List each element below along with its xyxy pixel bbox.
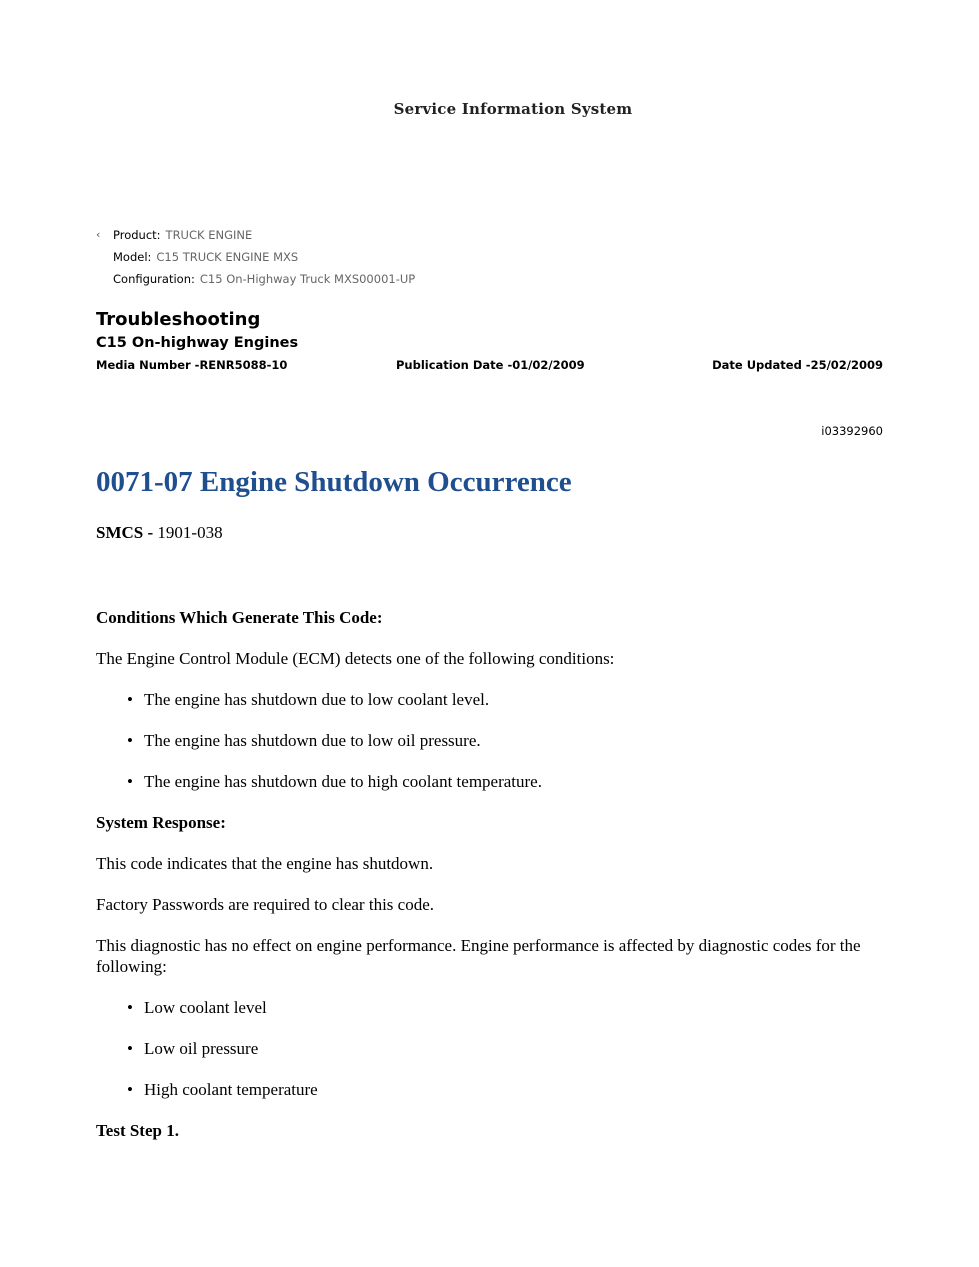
chevron-left-icon[interactable]: ‹ bbox=[96, 228, 101, 241]
document-header bbox=[96, 308, 883, 376]
bullet-icon: • bbox=[127, 1080, 133, 1099]
configuration-value: C15 On-Highway Truck MXS00001-UP bbox=[199, 272, 416, 286]
publication-date: Publication Date -01/02/2009 bbox=[396, 358, 585, 372]
document-category: Troubleshooting bbox=[96, 309, 261, 330]
breadcrumb-model bbox=[96, 246, 415, 268]
conditions-heading: Conditions Which Generate This Code: bbox=[96, 608, 383, 627]
conditions-list bbox=[96, 689, 883, 792]
smcs-value: 1901-038 bbox=[157, 523, 223, 542]
affected-codes-list bbox=[96, 997, 883, 1100]
list-item bbox=[96, 1079, 883, 1100]
document-id: i03392960 bbox=[821, 424, 883, 438]
response-paragraph-1: This code indicates that the engine has shutdown. bbox=[96, 854, 434, 873]
breadcrumb-configuration bbox=[96, 268, 415, 290]
list-item bbox=[96, 689, 883, 710]
list-item-text: The engine has shutdown due to high coolant temperature. bbox=[144, 772, 542, 791]
list-item-text: The engine has shutdown due to low oil pressure. bbox=[144, 731, 481, 750]
product-value: TRUCK ENGINE bbox=[165, 228, 253, 242]
smcs-line bbox=[96, 522, 883, 543]
response-paragraph-2: Factory Passwords are required to clear this code. bbox=[96, 895, 434, 914]
date-updated: Date Updated -25/02/2009 bbox=[712, 358, 883, 372]
conditions-intro: The Engine Control Module (ECM) detects one of the following conditions: bbox=[96, 649, 615, 668]
list-item bbox=[96, 730, 883, 751]
list-item-text: The engine has shutdown due to low coolant level. bbox=[144, 690, 490, 709]
bullet-icon: • bbox=[127, 690, 133, 709]
product-label: Product: bbox=[113, 228, 161, 242]
list-item-text: Low coolant level bbox=[144, 998, 267, 1017]
document-meta bbox=[96, 358, 883, 376]
list-item bbox=[96, 771, 883, 792]
bullet-icon: • bbox=[127, 1039, 133, 1058]
bullet-icon: • bbox=[127, 731, 133, 750]
response-paragraph-3: This diagnostic has no effect on engine performance. Engine performance is affected by diagnostic codes for the following: bbox=[96, 936, 861, 976]
breadcrumb-product bbox=[96, 224, 415, 246]
page-title: 0071-07 Engine Shutdown Occurrence bbox=[96, 466, 572, 498]
document-body bbox=[96, 462, 883, 1141]
breadcrumb bbox=[96, 224, 415, 290]
system-title: Service Information System bbox=[393, 100, 633, 118]
test-step-heading: Test Step 1. bbox=[96, 1121, 179, 1140]
model-value: C15 TRUCK ENGINE MXS bbox=[156, 250, 299, 264]
bullet-icon: • bbox=[127, 772, 133, 791]
bullet-icon: • bbox=[127, 998, 133, 1017]
response-heading: System Response: bbox=[96, 813, 226, 832]
list-item-text: Low oil pressure bbox=[144, 1039, 259, 1058]
model-label: Model: bbox=[113, 250, 152, 264]
media-number: Media Number -RENR5088-10 bbox=[96, 358, 288, 372]
list-item bbox=[96, 1038, 883, 1059]
smcs-label: SMCS - bbox=[96, 523, 158, 542]
list-item bbox=[96, 997, 883, 1018]
configuration-label: Configuration: bbox=[113, 272, 195, 286]
list-item-text: High coolant temperature bbox=[144, 1080, 318, 1099]
document-engines: C15 On-highway Engines bbox=[96, 335, 299, 351]
